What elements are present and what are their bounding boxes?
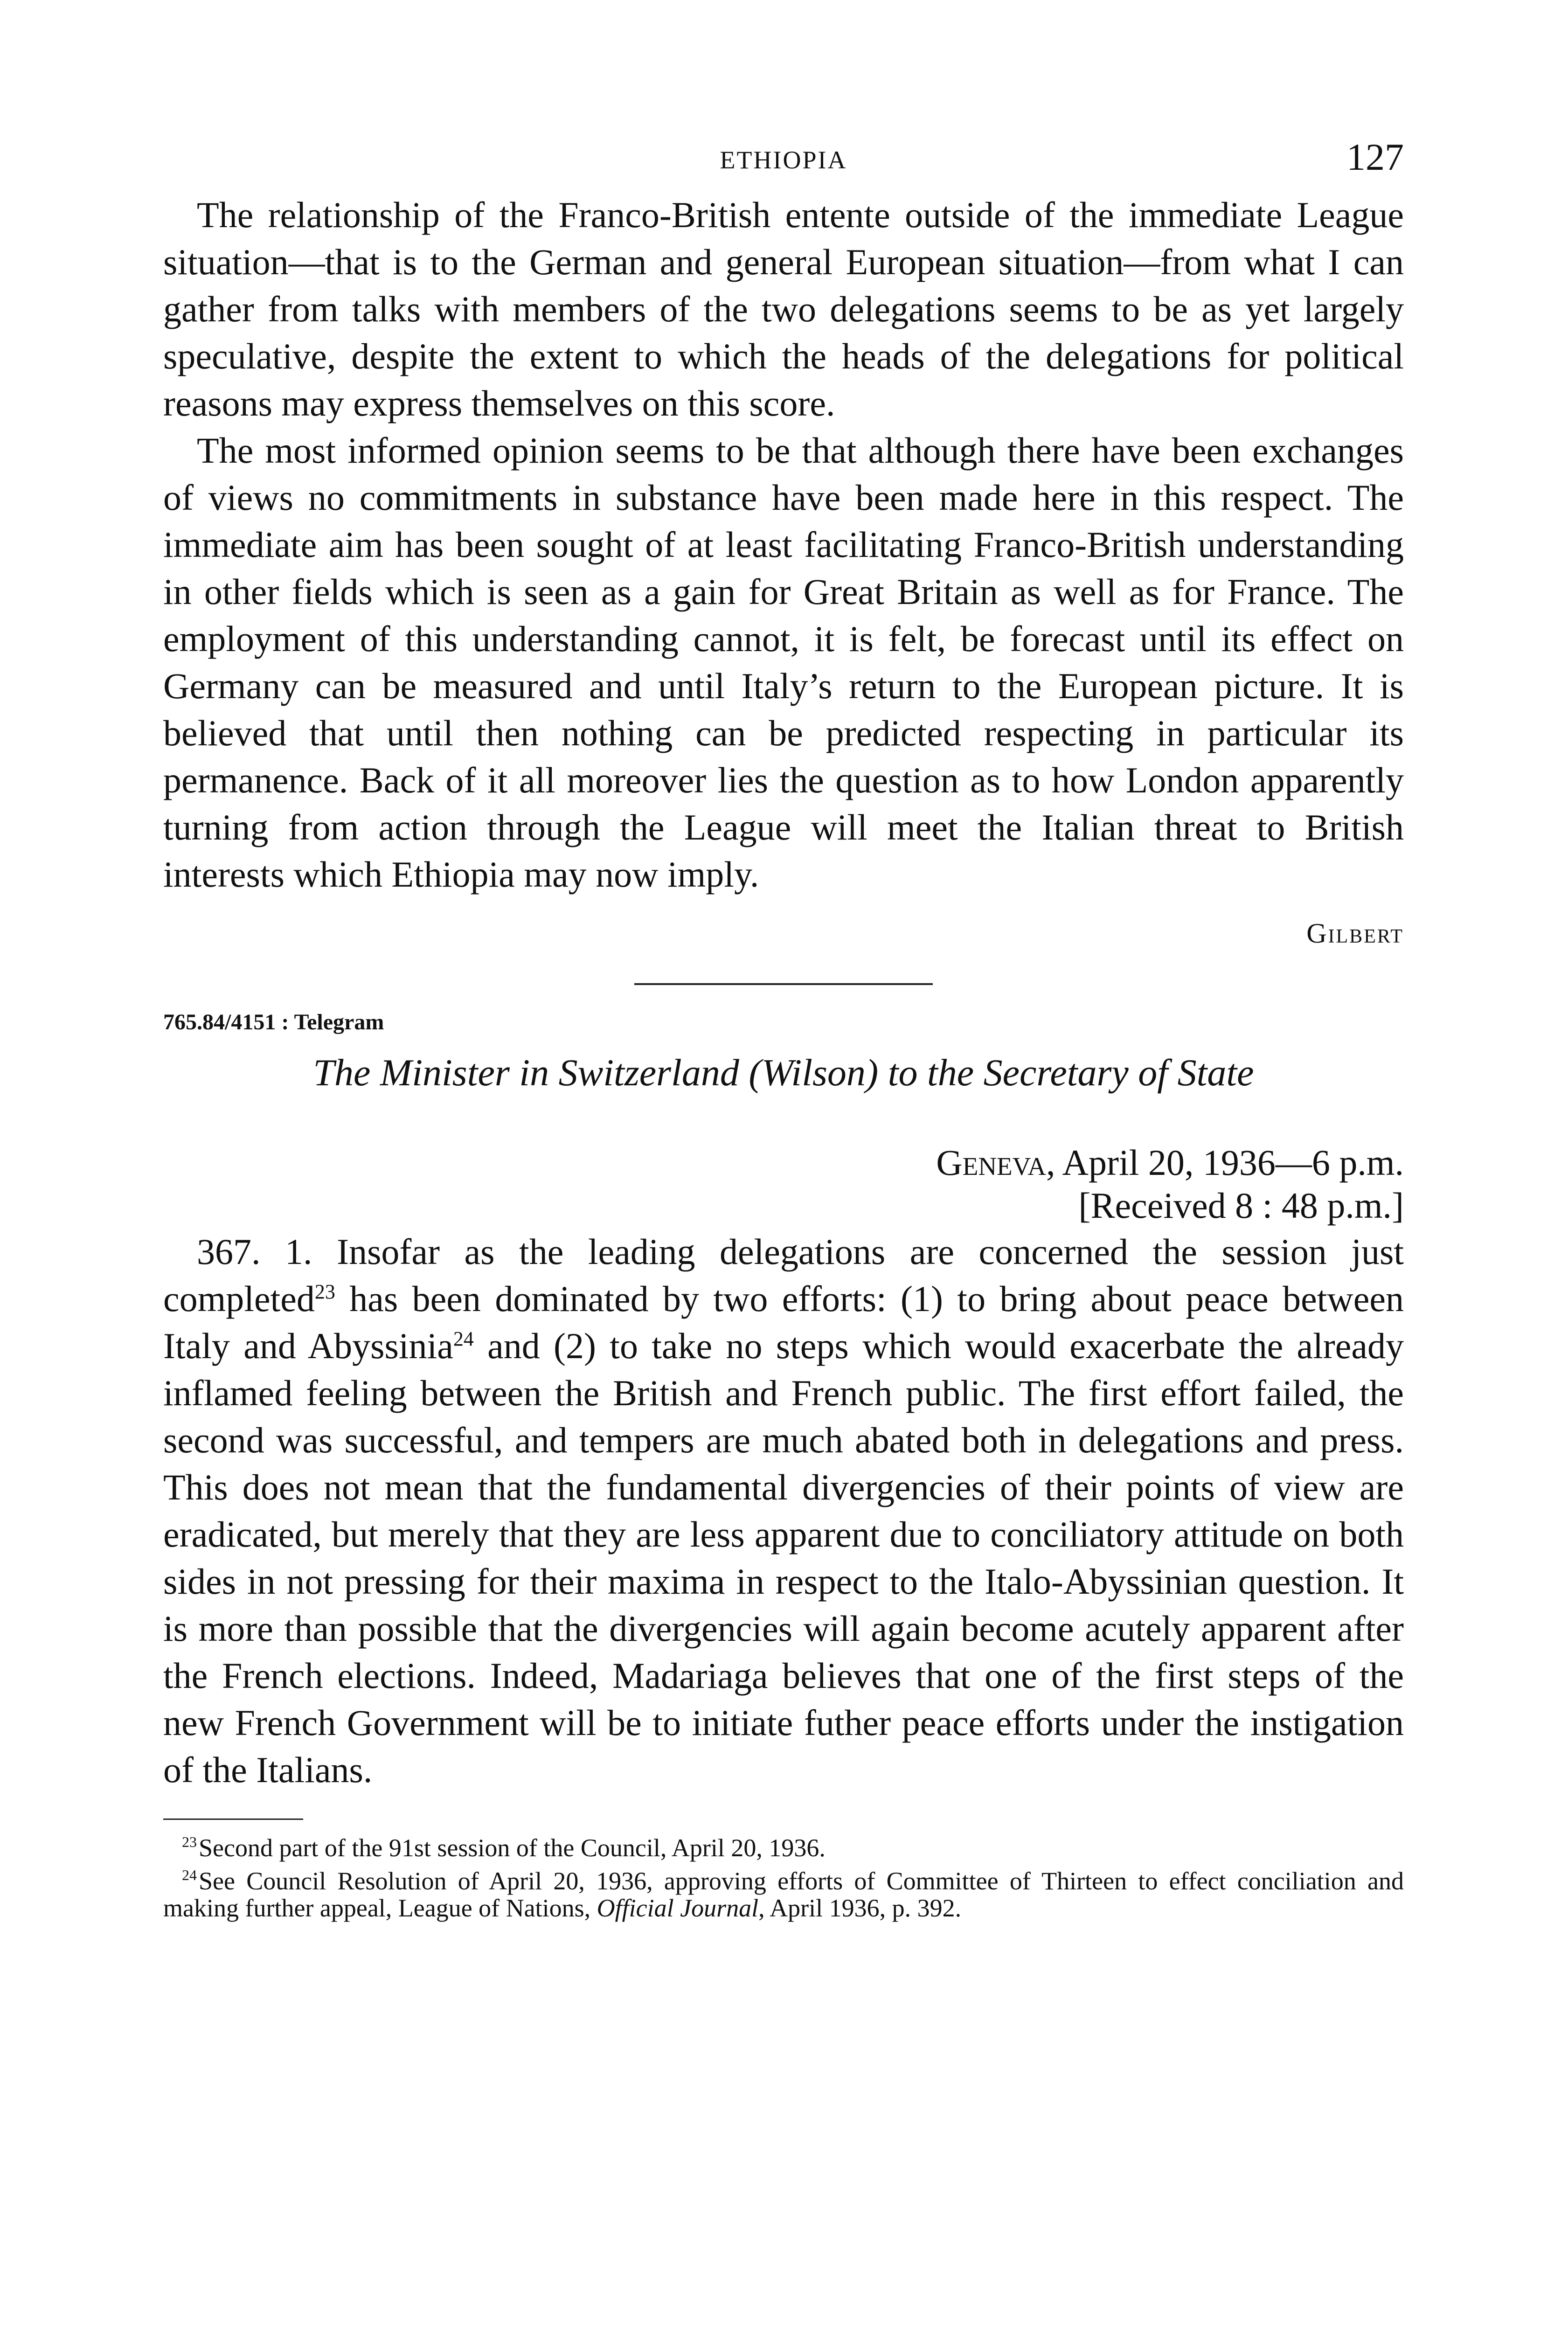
document-heading: The Minister in Switzerland (Wilson) to the Secretary of State bbox=[313, 1051, 1254, 1094]
telegram-body-part-1: 367. 1. Insofar as the leading delegations are concerned the session just completed bbox=[163, 1231, 1404, 1319]
section-divider bbox=[634, 983, 933, 985]
running-title: ETHIOPIA bbox=[720, 146, 847, 174]
dateline bbox=[826, 1141, 1404, 1227]
dateline-sent bbox=[826, 1141, 1404, 1184]
footnote-divider bbox=[163, 1818, 303, 1820]
footnote-mark: 23 bbox=[182, 1833, 197, 1850]
footnote-23 bbox=[163, 1828, 1404, 1861]
footnotes bbox=[163, 1828, 1404, 1922]
footnote-24 bbox=[163, 1861, 1404, 1922]
telegram-body bbox=[163, 1228, 1404, 1793]
footnote-text: See Council Resolution of April 20, 1936, approving efforts of Committee of Thirteen to effect conciliation and making further appeal, League of Nations, bbox=[163, 1867, 1404, 1922]
footnote-reference-24: 24 bbox=[453, 1327, 474, 1350]
page-number: 127 bbox=[1346, 136, 1404, 178]
footnote-text: Second part of the 91st session of the Council, April 20, 1936. bbox=[199, 1834, 826, 1862]
signature: Gilbert bbox=[1306, 918, 1404, 949]
dateline-place: Geneva bbox=[936, 1142, 1046, 1183]
telegram-body-part-2: has been dominated by two efforts: (1) to bring about peace between Italy and Abyssinia bbox=[163, 1278, 1404, 1366]
footnote-reference-23: 23 bbox=[314, 1280, 335, 1303]
paragraph-franco-british-entente: The relationship of the Franco-British entente outside of the immediate League situation—that is to the German and general European situation—from what I can gather from talks with members of the two delegations seems to be as yet largely speculative, despite the extent to which the heads of the delegations for political reasons may express themselves on this score. bbox=[163, 194, 1404, 423]
document-reference: 765.84/4151 : Telegram bbox=[163, 1010, 384, 1034]
footnote-text-end: , April 1936, p. 392. bbox=[758, 1894, 962, 1922]
dateline-date: , April 20, 1936—6 p.m. bbox=[1046, 1142, 1404, 1183]
dateline-received: [Received 8 : 48 p.m.] bbox=[1078, 1185, 1404, 1226]
paragraph-informed-opinion: The most informed opinion seems to be that although there have been exchanges of views no commitments in substance have been made here in this respect. The immediate aim has been sought of at least facilitating Franco-British understanding in other fields which is seen as a gain for Great Britain as well as for France. The employment of this understanding cannot, it is felt, be forecast until its effect on Germany can be measured and until Italy’s return to the European picture. It is believed that until then nothing can be predicted respecting in particular its permanence. Back of it all moreover lies the question as to how London apparently turning from action through the League will meet the Italian threat to British interests which Ethiopia may now imply. bbox=[163, 430, 1404, 895]
running-header bbox=[163, 135, 1404, 191]
footnote-mark: 24 bbox=[182, 1867, 197, 1883]
journal-title: Official Journal bbox=[597, 1894, 759, 1922]
telegram-body-part-3: and (2) to take no steps which would exacerbate the already inflamed feeling between the British and French public. The first effort failed, the second was successful, and tempers are much abated both in delegations and press. This does not mean that the fundamental divergencies of their points of view are eradicated, but merely that they are less apparent due to conciliatory attitude on both sides in not pressing for their maxima in respect to the Italo-Abyssinian question. It is more than possible that the divergencies will again become acutely apparent after the French elections. Indeed, Madariaga believes that one of the first steps of the new French Government will be to initiate futher peace efforts under the instigation of the Italians. bbox=[163, 1326, 1404, 1790]
page-content bbox=[163, 135, 1404, 1922]
